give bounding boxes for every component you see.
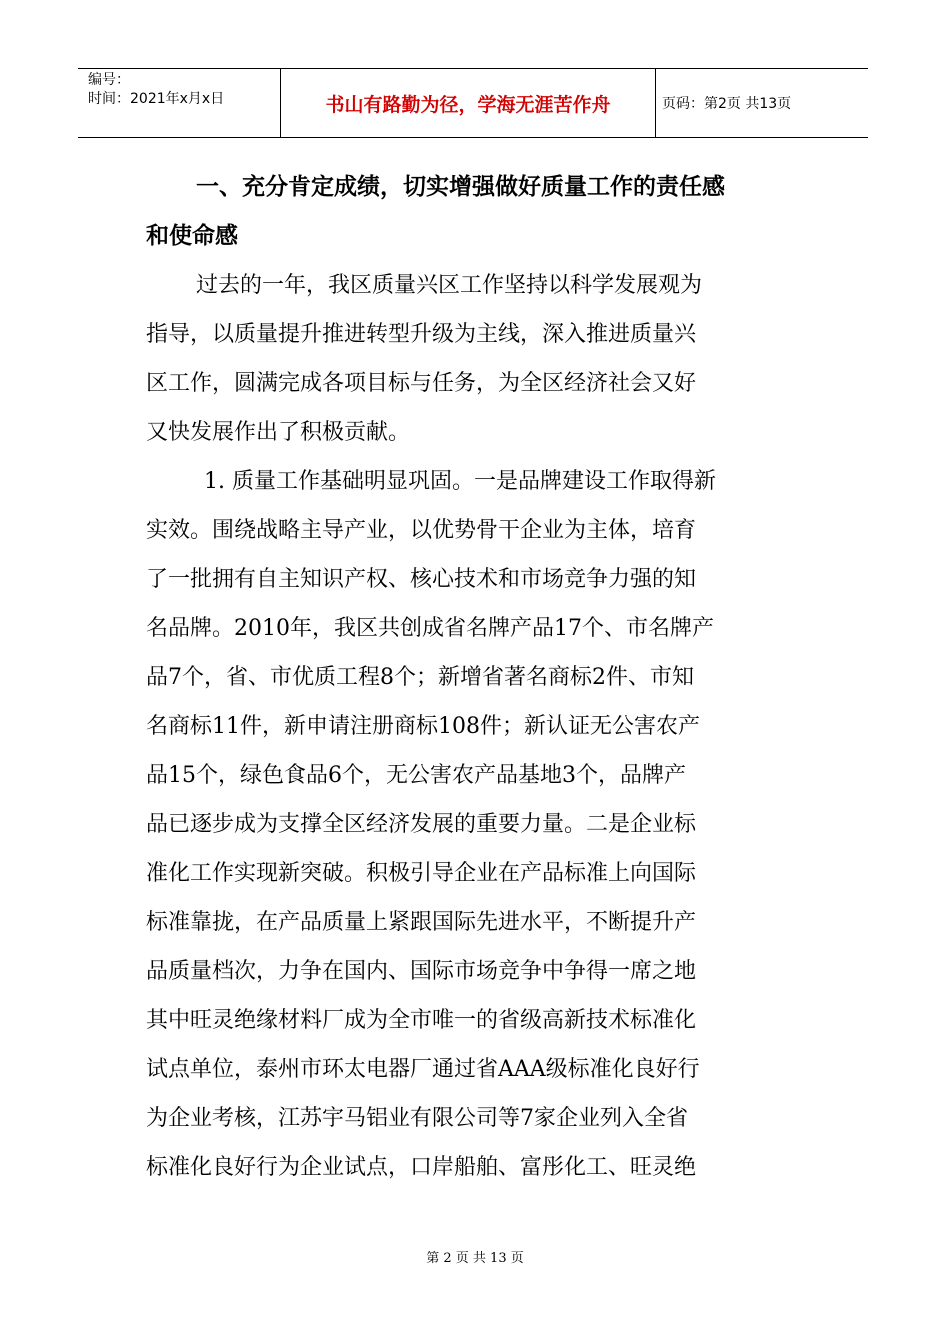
header-page-label: 页码：第2页 共13页 [662, 96, 792, 112]
section-heading-line-1: 一、充分肯定成绩，切实增强做好质量工作的责任感 [196, 174, 725, 200]
paragraph-1-line: 区工作，圆满完成各项目标与任务，为全区经济社会又好 [146, 371, 697, 396]
document-body [146, 163, 806, 1192]
paragraph-2-line: 标准靠拢，在产品质量上紧跟国际先进水平，不断提升产 [146, 910, 697, 935]
paragraph-2-line: 品已逐步成为支撑全区经济发展的重要力量。二是企业标 [146, 812, 697, 837]
header-motto: 书山有路勤为径，学海无涯苦作舟 [280, 69, 656, 137]
paragraph-1-line: 过去的一年，我区质量兴区工作坚持以科学发展观为 [196, 273, 703, 298]
paragraph-2-line: 标准化良好行为企业试点，口岸船舶、富彤化工、旺灵绝 [146, 1155, 697, 1180]
page-footer: 第 2 页 共 13 页 [426, 1251, 524, 1266]
paragraph-2-line: 为企业考核，江苏宇马铝业有限公司等7家企业列入全省 [146, 1106, 688, 1131]
paragraph-1-line: 指导，以质量提升推进转型升级为主线，深入推进质量兴 [146, 322, 697, 347]
paragraph-2-line: 名商标11件，新申请注册商标108件；新认证无公害农产 [146, 714, 700, 739]
section-heading-line-2: 和使命感 [146, 223, 238, 249]
paragraph-2-line: 了一批拥有自主知识产权、核心技术和市场竞争力强的知 [146, 567, 697, 592]
paragraph-2-line: 品15个，绿色食品6个，无公害农产品基地3个，品牌产 [146, 763, 686, 788]
header-meta [78, 69, 280, 137]
paragraph-2-line: 实效。围绕战略主导产业，以优势骨干企业为主体，培育 [146, 518, 697, 543]
paragraph-2-line: 1. 质量工作基础明显巩固。一是品牌建设工作取得新 [204, 469, 716, 494]
time-label: 时间：2021年x月x日 [88, 91, 225, 107]
paragraph-2-line: 品质量档次，力争在国内、国际市场竞争中争得一席之地 [146, 959, 697, 984]
paragraph-2-line: 品7个，省、市优质工程8个；新增省著名商标2件、市知 [146, 665, 694, 690]
paragraph-2-line: 准化工作实现新突破。积极引导企业在产品标准上向国际 [146, 861, 697, 886]
number-label: 编号： [88, 72, 130, 88]
paragraph-2-line: 试点单位，泰州市环太电器厂通过省AAA级标准化良好行 [146, 1057, 700, 1082]
paragraph-2-line: 名品牌。2010年，我区共创成省名牌产品17个、市名牌产 [146, 616, 714, 641]
paragraph-2-line: 其中旺灵绝缘材料厂成为全市唯一的省级高新技术标准化 [146, 1008, 697, 1033]
paragraph-1-line: 又快发展作出了积极贡献。 [146, 420, 411, 445]
page-header [78, 68, 868, 138]
